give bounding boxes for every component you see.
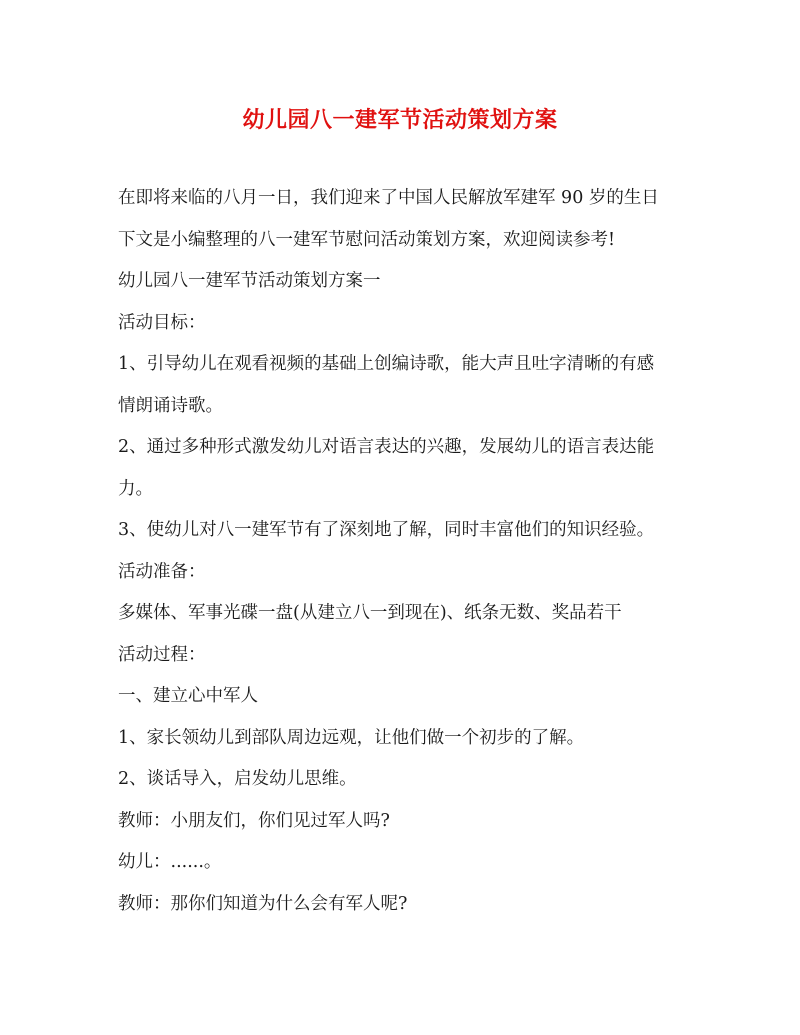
document-title: 幼儿园八一建军节活动策划方案 [242,107,558,133]
section-heading: 活动过程： [118,644,206,665]
paragraph-line: 多媒体、军事光碟一盘(从建立八一到现在)、纸条无数、奖品若干 [118,603,622,623]
paragraph-line: 2、谈话导入，启发幼儿思维。 [118,769,357,789]
dialogue-line: 幼儿：......。 [118,852,222,872]
paragraph-line: 下文是小编整理的八一建军节慰问活动策划方案，欢迎阅读参考! [118,229,616,250]
paragraph-line: 力。 [118,478,153,499]
dialogue-line: 教师：小朋友们，你们见过军人吗? [118,810,390,831]
dialogue-line: 教师：那你们知道为什么会有军人呢? [118,893,408,914]
paragraph-line: 1、家长领幼儿到部队周边远观，让他们做一个初步的了解。 [118,727,585,748]
paragraph-line: 2、通过多种形式激发幼儿对语言表达的兴趣，发展幼儿的语言表达能 [118,437,655,457]
paragraph-line: 情朗诵诗歌。 [118,395,223,416]
paragraph-line: 在即将来临的八月一日，我们迎来了中国人民解放军建军 90 岁的生日 [118,188,659,208]
section-heading: 一、建立心中军人 [118,686,258,706]
section-heading: 活动准备： [118,561,206,582]
document-body [118,178,698,925]
section-heading: 幼儿园八一建军节活动策划方案一 [118,271,381,291]
section-heading: 活动目标： [118,312,206,333]
paragraph-line: 3、使幼儿对八一建军节有了深刻地了解，同时丰富他们的知识经验。 [118,520,655,540]
paragraph-line: 1、引导幼儿在观看视频的基础上创编诗歌，能大声且吐字清晰的有感 [118,354,655,374]
